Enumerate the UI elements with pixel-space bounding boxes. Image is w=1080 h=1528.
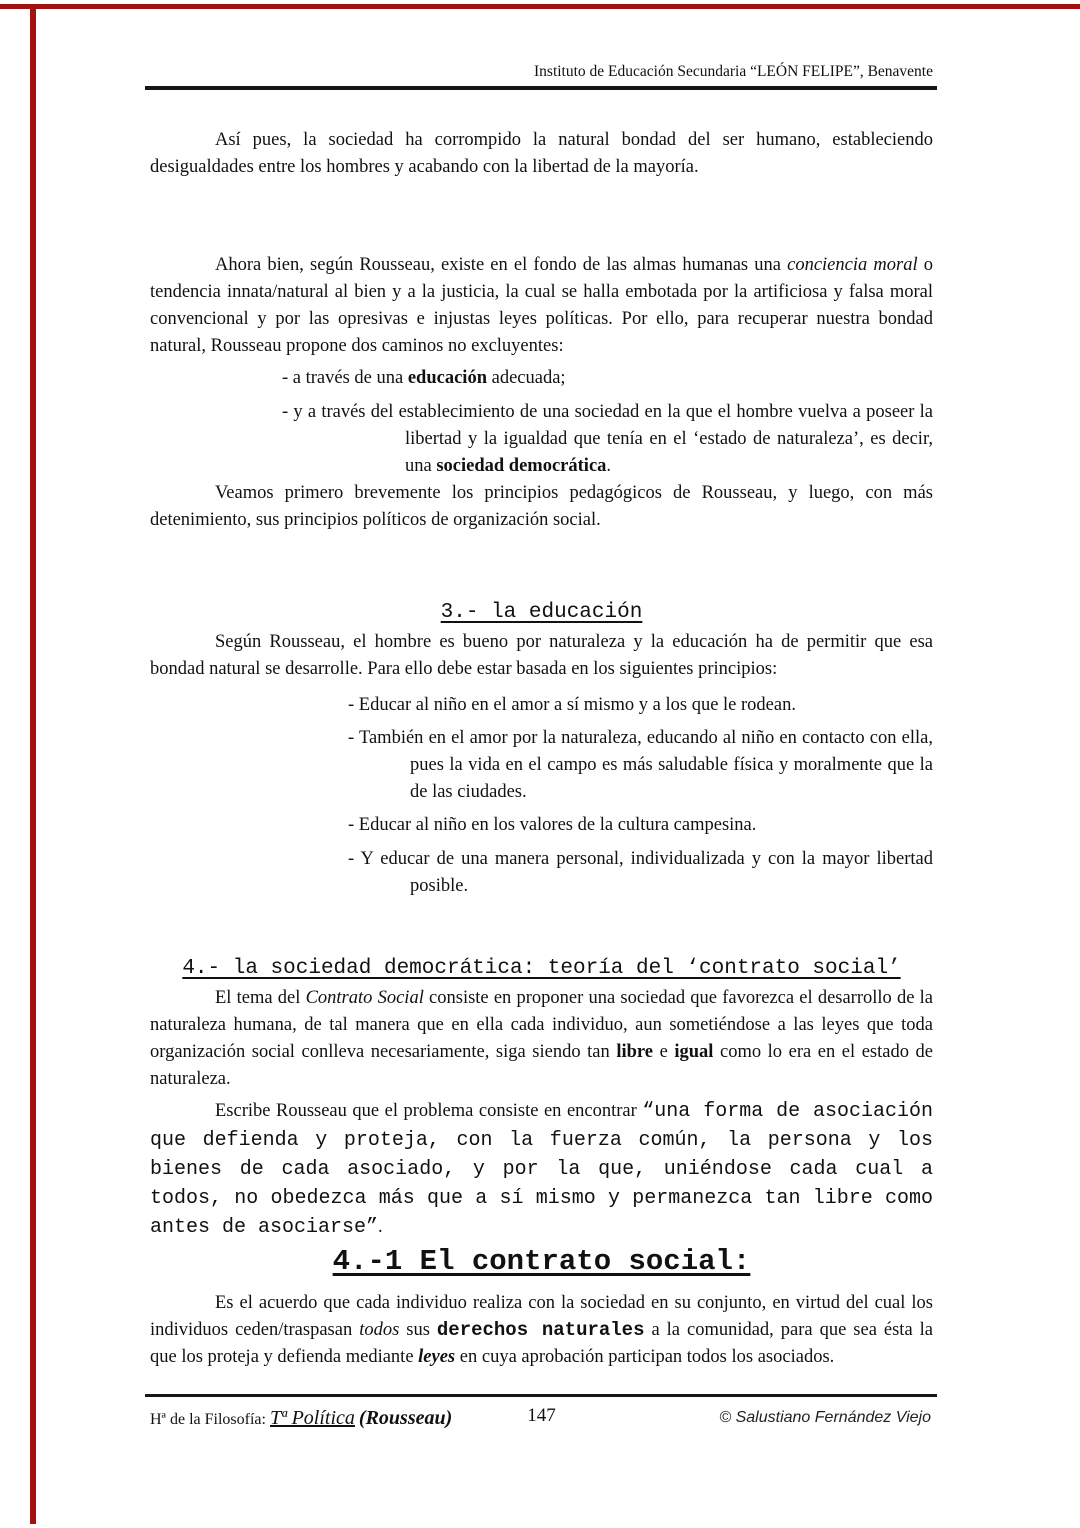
page-content bbox=[150, 0, 933, 1431]
header-institute: Instituto de Educación Secundaria “LEÓN FELIPE”, Benavente bbox=[534, 63, 933, 80]
bullet-educacion-personal: - Y educar de una manera personal, individualizada y con la mayor libertad posible. bbox=[348, 848, 933, 896]
paragraph-acuerdo: Es el acuerdo que cada individuo realiza con la sociedad en su conjunto, en virtud del cual los individuos ceden/traspasan todos sus derechos naturales a la comunidad, para que sea ésta la que los proteja y defienda mediante leyes en cuya aprobación participan todos los asociados. bbox=[150, 1292, 933, 1367]
footer bbox=[150, 1405, 933, 1431]
bullet-cultura-campesina: - Educar al niño en los valores de la cultura campesina. bbox=[348, 814, 757, 835]
paragraph-asi-pues: Así pues, la sociedad ha corrompido la natural bondad del ser humano, estableciendo desigualdades entre los hombres y acabando con la libertad de la mayoría. bbox=[150, 129, 933, 177]
red-margin-rule-left bbox=[30, 4, 36, 1524]
footer-divider bbox=[145, 1394, 937, 1398]
heading-el-contrato-social bbox=[150, 1244, 933, 1280]
bullet-sociedad-democratica: - y a través del establecimiento de una sociedad en la que el hombre vuelva a poseer la libertad y la igualdad que tenía en el ‘estado de naturaleza’, es decir, una sociedad democrática. bbox=[282, 401, 933, 476]
paragraph-cita-rousseau: Escribe Rousseau que el problema consiste en encontrar “una forma de asociación que defienda y proteja, con la fuerza común, la persona y los bienes de cada asociado, y por la que, uniéndose cada cual a todos, no obedezca más que a sí mismo y permanezca tan libre como antes de asociarse”. bbox=[150, 1099, 933, 1239]
bullet-amor-si-mismo: - Educar al niño en el amor a sí mismo y a los que le rodean. bbox=[348, 694, 796, 715]
paragraph-ahora-bien: Ahora bien, según Rousseau, existe en el fondo de las almas humanas una conciencia moral o tendencia innata/natural al bien y a la justicia, la cual se halla embotada por la artificiosa y falsa moral convencional y por las opresivas e injustas leyes políticas. Por ello, para recuperar nuestra bondad natural, Rousseau propone dos caminos no excluyentes: bbox=[150, 254, 934, 356]
heading-sociedad-democratica-text: 4.- la sociedad democrática: teoría del ‘contrato social’ bbox=[182, 956, 901, 980]
footer-course-title: Hª de la Filosofía: Tª Política (Rousseau) bbox=[150, 1407, 453, 1429]
heading-sociedad-democratica bbox=[150, 955, 933, 983]
paragraph-segun-rousseau: Según Rousseau, el hombre es bueno por naturaleza y la educación ha de permitir que esa bondad natural se desarrolle. Para ello debe estar basada en los siguientes principios: bbox=[150, 631, 933, 679]
heading-la-educacion-text: 3.- la educación bbox=[440, 600, 643, 624]
bullet-amor-naturaleza: - También en el amor por la naturaleza, educando al niño en contacto con ella, pues la vida en el campo es más saludable física y moralmente que la de las ciudades. bbox=[348, 727, 933, 802]
paragraph-veamos: Veamos primero brevemente los principios pedagógicos de Rousseau, y luego, con más detenimiento, sus principios políticos de organización social. bbox=[150, 482, 933, 530]
footer-page-number: 147 bbox=[527, 1405, 556, 1426]
header-divider bbox=[145, 86, 937, 90]
heading-la-educacion bbox=[150, 600, 933, 626]
bullet-educacion-adecuada: - a través de una educación adecuada; bbox=[282, 367, 566, 388]
heading-el-contrato-social-text: 4.-1 El contrato social: bbox=[332, 1244, 751, 1278]
paragraph-tema-contrato: El tema del Contrato Social consiste en proponer una sociedad que favorezca el desarrollo de la naturaleza humana, de tal manera que en ella cada individuo, aun sometiéndose a las leyes que toda organización social conlleva necesariamente, siga siendo tan libre e igual como lo era en el estado de naturaleza. bbox=[150, 987, 934, 1089]
footer-copyright: © Salustiano Fernández Viejo bbox=[719, 1409, 931, 1426]
